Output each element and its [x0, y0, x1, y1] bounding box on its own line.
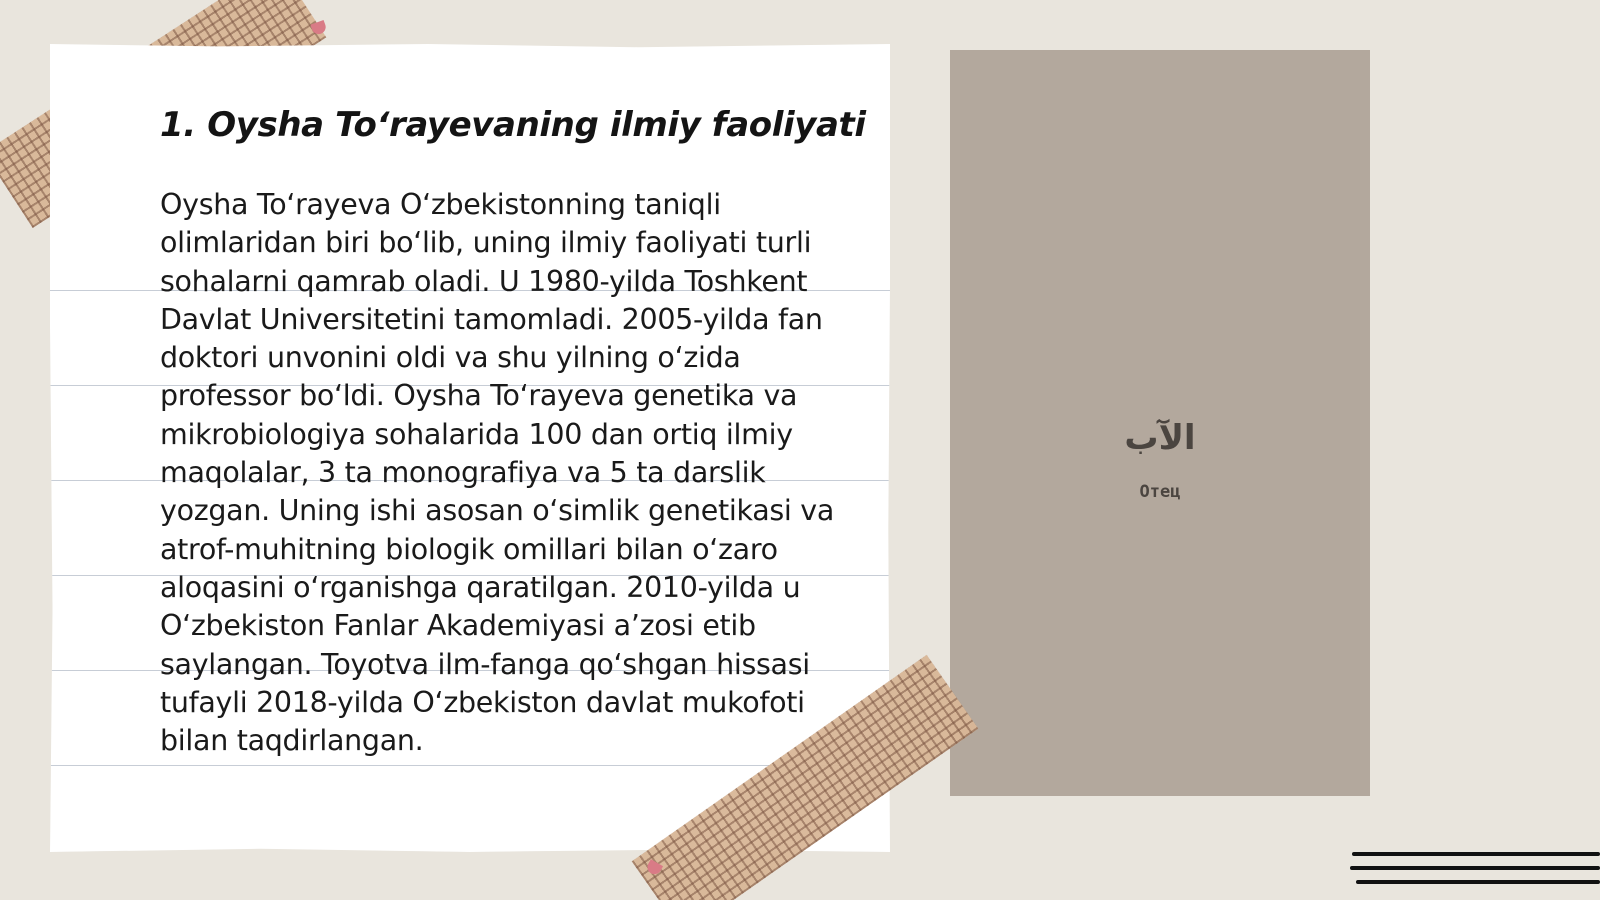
image-caption: Отец: [1139, 482, 1181, 502]
image-placeholder: [950, 50, 1370, 796]
ruled-line: [50, 765, 890, 766]
arabic-word: الآب: [1124, 418, 1196, 458]
decorative-stroke: [1352, 852, 1600, 856]
decorative-stroke: [1350, 866, 1600, 870]
slide-body-text: Oysha To‘rayeva O‘zbekistonning taniqli olimlaridan biri bo‘lib, uning ilmiy faoliyati turli sohalarni qamrab oladi. U 1980-yilda Toshkent Davlat Universitetini tamomladi. 2005-yilda fan doktori unvonini oldi va shu yilning o‘zida professor bo‘ldi. Oysha To‘rayeva genetika va mikrobiologiya sohalarida 100 dan ortiq ilmiy maqolalar, 3 ta monografiya va 5 ta darslik yozgan. Uning ishi asosan o‘simlik genetikasi va atrof-muhitning biologik omillari bilan o‘zaro aloqasini o‘rganishga qaratilgan. 2010-yilda u O‘zbekiston Fanlar Akademiyasi a’zosi etib saylangan. Toyotva ilm-fanga qo‘shgan hissasi tufayli 2018-yilda O‘zbekiston davlat mukofoti bilan taqdirlangan.: [160, 188, 835, 758]
slide-title: 1. Oysha To‘rayevaning ilmiy faoliyati: [160, 105, 866, 145]
decorative-stroke: [1356, 880, 1600, 884]
